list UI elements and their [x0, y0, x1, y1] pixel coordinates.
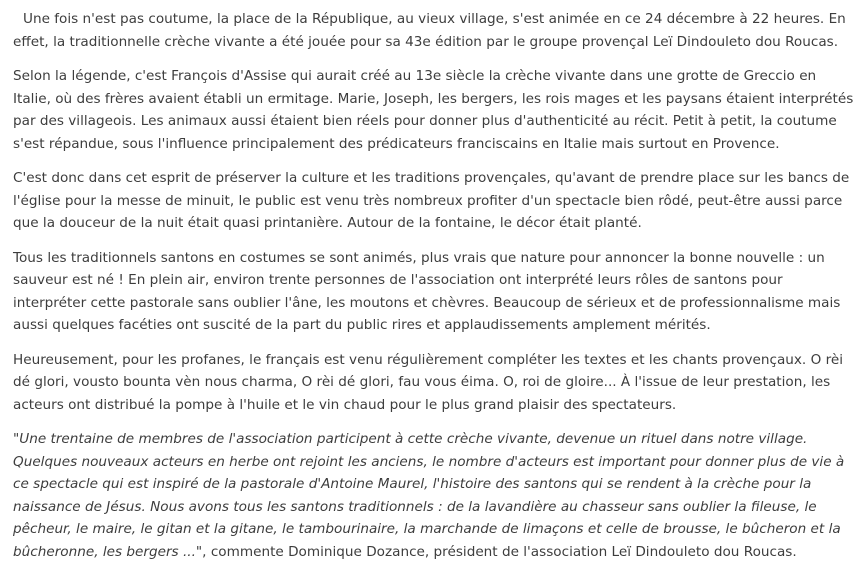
paragraph-french: Heureusement, pour les profanes, le français est venu régulièrement compléter les textes et les chants provençaux. O rèi dé glori, vousto bounta vèn nous charma, O rèi dé glori, fau vous éima. O, roi de gloire... À l'issue de leur prestation, les acteurs ont distribué la pompe à l'huile et le vin chaud pour le plus grand plaisir des spectateurs.	[13, 351, 844, 413]
quote-text: "Une trentaine de membres de l'association participent à cette crèche vivante, devenue un rituel dans notre village. Quelques nouveaux acteurs en herbe ont rejoint les anciens, le nombre d'acteurs est important pour donner plus de vie à ce spectacle qui est inspiré de la pastorale d'Antoine Maurel, l'histoire des santons qui se rendent à la crèche pour la naissance de Jésus. Nous avons tous les santons traditionnels : de la lavandière au chasseur sans oublier la fileuse, le pêcheur, le maire, le gitan et la gitane, le tambourinaire, la marchande de limaçons et celle de brousse, le bûcheron et la bûcheronne, les bergers ..."	[13, 431, 845, 560]
paragraph-santons: Tous les traditionnels santons en costumes se sont animés, plus vrais que nature pour annoncer la bonne nouvelle : un sauveur est né ! En plein air, environ trente personnes de l'association ont interprété leurs rôles de santons pour interpréter cette pastorale sans oublier l'âne, les moutons et chèvres. Beaucoup de sérieux et de professionnalisme mais aussi quelques facéties ont suscité de la part du public rires et applaudissements amplement mérités.	[13, 249, 841, 333]
paragraph-spirit: C'est donc dans cet esprit de préserver la culture et les traditions provençales, qu'avant de prendre place sur les bancs de l'église pour la messe de minuit, le public est venu très nombreux profiter d'un spectacle bien rôdé, peut-être aussi parce que la douceur de la nuit était quasi printanière. Autour de la fontaine, le décor était planté.	[13, 170, 850, 231]
quote-attribution: , commente Dominique Dozance, président de l'association Leï Dindouleto dou Roucas.	[202, 543, 797, 560]
quote-paragraph	[13, 428, 856, 563]
paragraph-intro: Une fois n'est pas coutume, la place de la République, au vieux village, s'est animée en ce 24 décembre à 22 heures. En effet, la traditionnelle crèche vivante a été jouée pour sa 43e édition par le groupe provençal Leï Dindouleto dou Roucas.	[13, 11, 846, 50]
paragraph-legend: Selon la légende, c'est François d'Assise qui aurait créé au 13e siècle la crèche vivante dans une grotte de Greccio en Italie, où des frères avaient établi un ermitage. Marie, Joseph, les bergers, les rois mages et les paysans étaient interprétés par des villageois. Les animaux aussi étaient bien réels pour donner plus d'authenticité au récit. Petit à petit, la coutume s'est répandue, sous l'influence principalement des prédicateurs franciscains en Italie mais surtout en Provence.	[13, 68, 854, 152]
